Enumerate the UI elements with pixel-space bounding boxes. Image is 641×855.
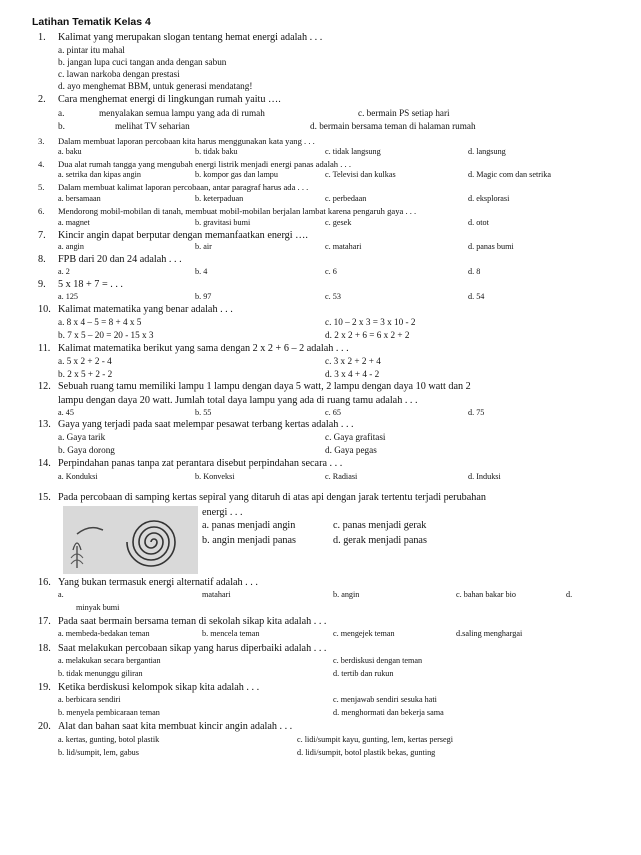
option: c. lidi/sumpit kayu, gunting, lem, kertas persegi bbox=[297, 735, 453, 744]
option: c. menjawab sendiri sesuka hati bbox=[333, 695, 437, 704]
option: a. kertas, gunting, botol plastik bbox=[58, 735, 160, 744]
option: a. panas menjadi angin bbox=[202, 520, 296, 531]
option: matahari bbox=[202, 590, 231, 599]
option: d. panas bumi bbox=[468, 242, 514, 251]
option: a. berbicara sendiri bbox=[58, 695, 121, 704]
option: a. pintar itu mahal bbox=[58, 45, 125, 55]
option: b. mencela teman bbox=[202, 629, 260, 638]
question-8: 8. FPB dari 20 dan 24 adalah . . . bbox=[38, 254, 182, 265]
option: b. 97 bbox=[195, 292, 212, 301]
option: b. kompor gas dan lampu bbox=[195, 170, 278, 179]
option: b. angin bbox=[333, 590, 360, 599]
option: c. panas menjadi gerak bbox=[333, 520, 427, 531]
option: a. 2 bbox=[58, 267, 70, 276]
question-5: 5. Dalam membuat kalimat laporan percobaan, antar paragraf harus ada . . . bbox=[38, 182, 309, 192]
option: d. ayo menghemat BBM, untuk generasi mendatang! bbox=[58, 81, 253, 91]
question-19: 19. Ketika berdiskusi kelompok sikap kita adalah . . . bbox=[38, 682, 260, 693]
option: minyak bumi bbox=[76, 603, 120, 612]
option: b. tidak menunggu giliran bbox=[58, 669, 143, 678]
question-18: 18. Saat melakukan percobaan sikap yang harus diperbaiki adalah . . . bbox=[38, 643, 327, 654]
option: c. gesek bbox=[325, 218, 352, 227]
option: b. 2 x 5 + 2 - 2 bbox=[58, 369, 113, 379]
option: d. 3 x 4 + 4 - 2 bbox=[325, 369, 380, 379]
option: c. 53 bbox=[325, 292, 341, 301]
option: d. lidi/sumpit, botol plastik bekas, gunting bbox=[297, 748, 436, 757]
option: b. 55 bbox=[195, 408, 212, 417]
option: d. 2 x 2 + 6 = 6 x 2 + 2 bbox=[325, 330, 410, 340]
option: b. Konveksi bbox=[195, 472, 235, 481]
option: c. bermain PS setiap hari bbox=[358, 108, 450, 118]
option: d. bermain bersama teman di halaman rumah bbox=[310, 121, 476, 131]
option: c. 3 x 2 + 2 + 4 bbox=[325, 356, 381, 366]
question-7: 7. Kincir angin dapat berputar dengan memanfaatkan energi …. bbox=[38, 230, 308, 241]
option: melihat TV seharian bbox=[115, 121, 190, 131]
option: c. matahari bbox=[325, 242, 362, 251]
option: d. Magic com dan setrika bbox=[468, 170, 551, 179]
question-15-continued: energi . . . bbox=[202, 507, 243, 518]
question-2: 2. Cara menghemat energi di lingkungan rumah yaitu …. bbox=[38, 94, 281, 105]
option: d. gerak menjadi panas bbox=[333, 535, 427, 546]
option: d. 75 bbox=[468, 408, 485, 417]
option: d. otot bbox=[468, 218, 489, 227]
option: b. bbox=[58, 121, 65, 131]
spiral-paper-illustration bbox=[63, 506, 198, 574]
option: d. eksplorasi bbox=[468, 194, 510, 203]
option: a. bbox=[58, 590, 64, 599]
option: b. angin menjadi panas bbox=[202, 535, 296, 546]
worksheet-title: Latihan Tematik Kelas 4 bbox=[32, 16, 151, 28]
option: d. 54 bbox=[468, 292, 485, 301]
question-15: 15. Pada percobaan di samping kertas sepiral yang ditaruh di atas api dengan jarak tertentu terjadi perubahan bbox=[38, 492, 486, 503]
option: a. Konduksi bbox=[58, 472, 98, 481]
question-16: 16. Yang bukan termasuk energi alternatif adalah . . . bbox=[38, 577, 258, 588]
option: c. 65 bbox=[325, 408, 341, 417]
option: c. mengejek teman bbox=[333, 629, 395, 638]
question-14: 14. Perpindahan panas tanpa zat perantara disebut perpindahan secara . . . bbox=[38, 458, 343, 469]
option: c. 10 – 2 x 3 = 3 x 10 - 2 bbox=[325, 317, 416, 327]
option: c. berdiskusi dengan teman bbox=[333, 656, 423, 665]
option: b. keterpaduan bbox=[195, 194, 244, 203]
option: a. membeda-bedakan teman bbox=[58, 629, 150, 638]
question-12-continued: lampu dengan daya 20 watt. Jumlah total daya lampu yang ada di ruang tamu adalah . . . bbox=[58, 395, 418, 406]
question-1: 1. Kalimat yang merupakan slogan tentang hemat energi adalah . . . bbox=[38, 32, 323, 43]
option: b. gravitasi bumi bbox=[195, 218, 251, 227]
option: d. tertib dan rukun bbox=[333, 669, 394, 678]
option: c. perbedaan bbox=[325, 194, 367, 203]
option: d. langsung bbox=[468, 147, 506, 156]
option: a. 125 bbox=[58, 292, 79, 301]
question-4: 4. Dua alat rumah tangga yang mengubah energi listrik menjadi energi panas adalah . . . bbox=[38, 159, 351, 169]
question-11: 11. Kalimat matematika berikut yang sama dengan 2 x 2 + 6 – 2 adalah . . . bbox=[38, 343, 349, 354]
option: d. menghormati dan bekerja sama bbox=[333, 708, 444, 717]
option: b. lid/sumpit, lem, gabus bbox=[58, 748, 139, 757]
option: a. setrika dan kipas angin bbox=[58, 170, 141, 179]
option: a. baku bbox=[58, 147, 82, 156]
option: c. Televisi dan kulkas bbox=[325, 170, 396, 179]
option: c. tidak langsung bbox=[325, 147, 381, 156]
option: c. 6 bbox=[325, 267, 337, 276]
spiral-icon bbox=[63, 506, 198, 574]
option: d. Induksi bbox=[468, 472, 501, 481]
option: c. lawan narkoba dengan prestasi bbox=[58, 69, 180, 79]
option: d. Gaya pegas bbox=[325, 445, 377, 455]
option: a. bbox=[58, 108, 65, 118]
option: a. angin bbox=[58, 242, 84, 251]
option: a. melakukan secara bergantian bbox=[58, 656, 161, 665]
option: c. Radiasi bbox=[325, 472, 358, 481]
option: a. bersamaan bbox=[58, 194, 101, 203]
question-3: 3. Dalam membuat laporan percobaan kita harus menggunakan kata yang . . . bbox=[38, 136, 315, 146]
option: a. 8 x 4 – 5 = 8 + 4 x 5 bbox=[58, 317, 142, 327]
option: a. 5 x 2 + 2 - 4 bbox=[58, 356, 112, 366]
question-20: 20. Alat dan bahan saat kita membuat kincir angin adalah . . . bbox=[38, 721, 293, 732]
option: b. jangan lupa cuci tangan anda dengan sabun bbox=[58, 57, 227, 67]
option: b. menyela pembicaraan teman bbox=[58, 708, 160, 717]
option: menyalakan semua lampu yang ada di rumah bbox=[99, 108, 265, 118]
question-13: 13. Gaya yang terjadi pada saat melempar pesawat terbang kertas adalah . . . bbox=[38, 419, 354, 430]
question-12: 12. Sebuah ruang tamu memiliki lampu 1 lampu dengan daya 5 watt, 2 lampu dengan daya 10 watt dan 2 bbox=[38, 381, 471, 392]
option: a. Gaya tarik bbox=[58, 432, 106, 442]
option: c. bahan bakar bio bbox=[456, 590, 517, 599]
question-10: 10. Kalimat matematika yang benar adalah . . . bbox=[38, 304, 233, 315]
question-6: 6. Mendorong mobil-mobilan di tanah, membuat mobil-mobilan berjalan lambat karena pengaruh gaya . . . bbox=[38, 206, 417, 216]
option: c. Gaya grafitasi bbox=[325, 432, 386, 442]
option: b. air bbox=[195, 242, 212, 251]
option: d. bbox=[566, 590, 573, 599]
option: a. magnet bbox=[58, 218, 90, 227]
option: d. 8 bbox=[468, 267, 481, 276]
option: b. tidak baku bbox=[195, 147, 238, 156]
option: b. 7 x 5 – 20 = 20 - 15 x 3 bbox=[58, 330, 154, 340]
question-9: 9. 5 x 18 + 7 = . . . bbox=[38, 279, 123, 290]
question-17: 17. Pada saat bermain bersama teman di sekolah sikap kita adalah . . . bbox=[38, 616, 327, 627]
option: b. 4 bbox=[195, 267, 208, 276]
option: a. 45 bbox=[58, 408, 74, 417]
option: d.saling menghargai bbox=[456, 629, 523, 638]
option: b. Gaya dorong bbox=[58, 445, 115, 455]
